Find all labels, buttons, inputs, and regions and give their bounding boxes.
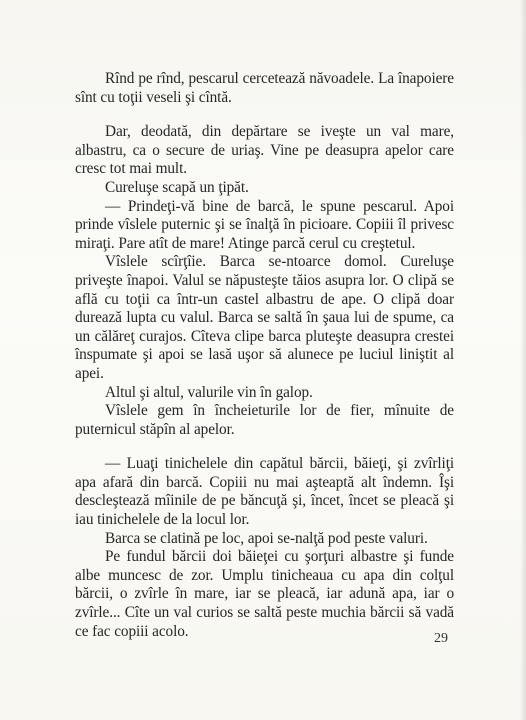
paragraph-2: Dar, deodată, din depărtare se iveşte un val mare, albastru, ca o secure de uriaş. Vine pe deasupra apelor care cresc tot mai mult. [75,123,454,178]
paragraph-1: Rînd pe rînd, pescarul cercetează năvoadele. La înapoiere sînt cu toţii veseli şi cîntă. [75,70,454,106]
paragraph-10: Pe fundul bărcii doi băieţei cu şorţuri albastre şi funde albe muncesc de zor. Umplu tinicheaua cu apa din colţul bărcii, o zvîrle în mare, iar se pleacă, iar adună apa, iar o zvîrle... Cîte un val curios se saltă peste muchia bărcii să vadă ce fac copiii acolo. [75,548,454,640]
paragraph-gap [75,107,454,123]
paragraph-8: — Luaţi tinichelele din capătul bărcii, băieţi, şi zvîrliţi apa afară din barcă. Copiii nu mai aşteaptă alt îndemn. Îşi descleştează mîinile de pe băncuţă şi, încet, încet se pleacă şi iau tinichelele de la locul lor. [75,455,454,529]
paragraph-9: Barca se clatină pe loc, apoi se-nalţă pod peste valuri. [105,529,428,547]
paragraph-5: Vîslele scîrţîie. Barca se-ntoarce domol. Cureluşe priveşte înapoi. Valul se năpusteşte tăios asupra lor. O clipă se află cu toţii ca într-un castel albastru de ape. O clipă doar durează lupta cu valul. Barca se saltă în şaua lui de spume, ca un călăreţ curajos. Cîteva clipe barca pluteşte deasupra crestei înspumate şi apoi se lasă uşor să alunece pe luciul liniştit al apei. [75,253,454,382]
paragraph-gap [75,439,454,455]
page-text [75,70,454,641]
paragraph-7: Vîslele gem în încheieturile lor de fier, mînuite de puternicul stăpîn al apelor. [75,402,454,438]
paragraph-3: Cureluşe scapă un ţipăt. [105,178,249,196]
paragraph-4: — Prindeţi-vă bine de barcă, le spune pescarul. Apoi prinde vîslele puternic şi se înalţă în picioare. Copiii îl privesc miraţi. Pare atît de mare! Atinge parcă cerul cu creştetul. [75,197,454,252]
paragraph-6: Altul şi altul, valurile vin în galop. [105,383,313,401]
page-number: 29 [434,631,448,646]
